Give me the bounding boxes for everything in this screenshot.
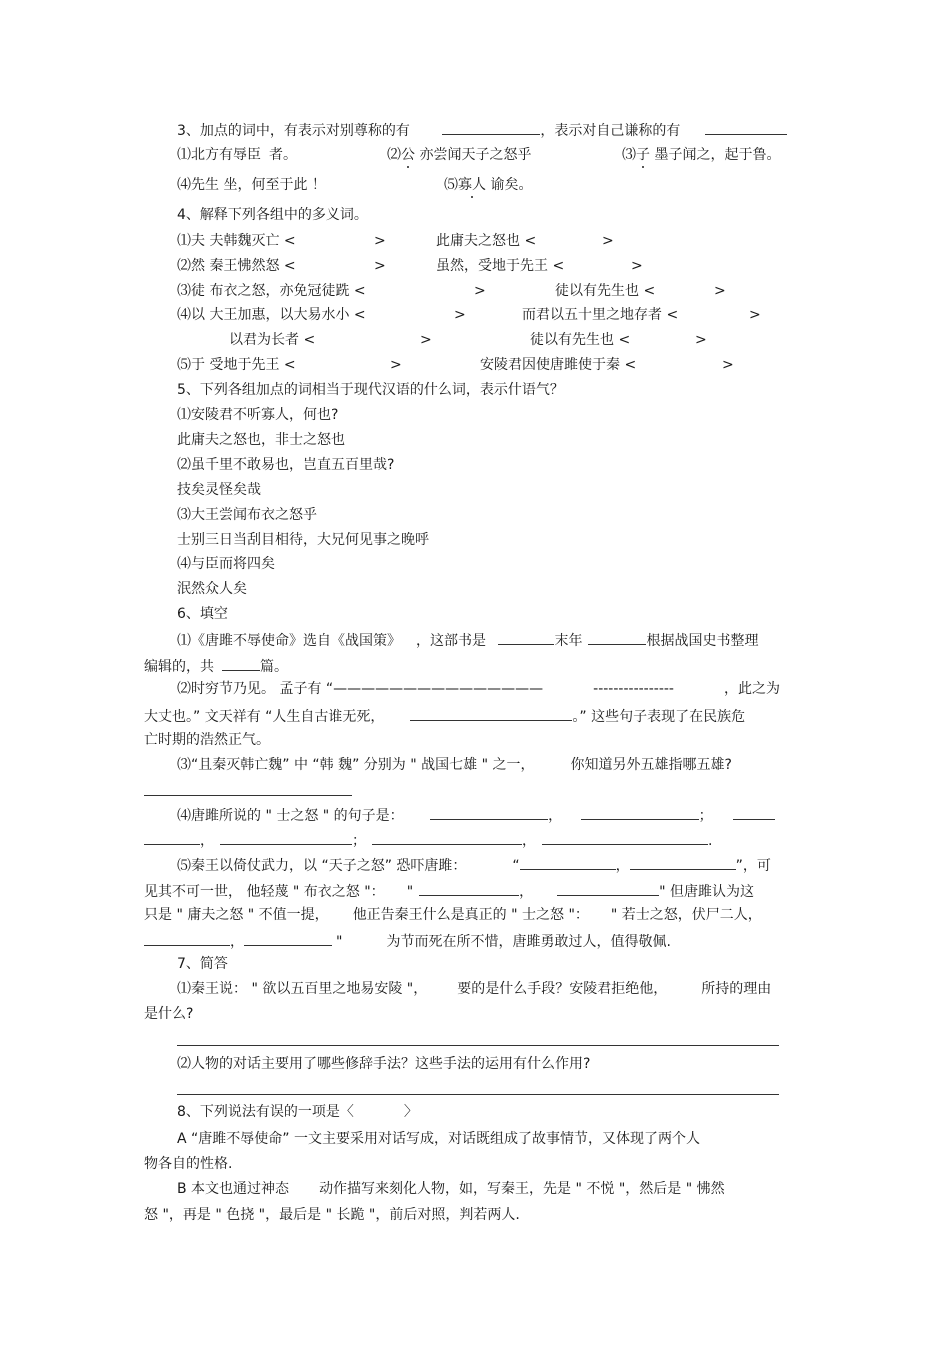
q8-option-a-line1: A “唐雎不辱使命” 一文主要采用对话写成，对话既组成了故事情节，又体现了两个人 bbox=[177, 1131, 700, 1147]
q4-row-2a: ⑵然 秦王怫然怒 < bbox=[177, 258, 296, 274]
q4-row-6b: 安陵君因使唐雎使于秦 < bbox=[480, 357, 637, 373]
q4-gt: > bbox=[454, 307, 466, 323]
q3-option-2: ⑵公 亦尝闻天子之怒乎 bbox=[387, 147, 532, 163]
q6-blank-anger-3b[interactable] bbox=[144, 830, 200, 845]
q7-answer-line-1[interactable] bbox=[177, 1045, 779, 1046]
q6-blank-anger-2[interactable] bbox=[581, 805, 699, 820]
q4-gt: > bbox=[374, 258, 386, 274]
q4-gt: > bbox=[374, 233, 386, 249]
q4-row-3b: 徒以有先生也 < bbox=[555, 283, 656, 299]
q5-line: 此庸夫之怒也，非士之怒也 bbox=[177, 432, 345, 448]
q6-blank-era[interactable] bbox=[498, 630, 554, 645]
q7-p2: ⑵人物的对话主要用了哪些修辞手法？这些手法的运用有什么作用? bbox=[177, 1056, 591, 1072]
q6-p5-line3: 只是 " 庸夫之怒 " 不值一提， 他正告秦王什么是真正的 " 士之怒 "： " 若士之怒，伏尸二人， bbox=[144, 907, 762, 923]
q4-gt: > bbox=[420, 332, 432, 348]
q6-blank-commoner-2[interactable] bbox=[557, 881, 659, 896]
q4-row-6a: ⑸于 受地于先王 < bbox=[177, 357, 296, 373]
q6-blank-anger-3a[interactable] bbox=[733, 805, 775, 820]
q3-option-5: ⑸寡人 谕矣。 bbox=[444, 177, 533, 193]
q3-option-3: ⑶子 墨子闻之，起于鲁。 bbox=[622, 147, 781, 163]
q6-blank-compiler[interactable] bbox=[588, 630, 646, 645]
q6-p1-line1: ⑴《唐雎不辱使命》选自《战国策》 ，这部书是 末年 根据战国史书整理 bbox=[177, 630, 758, 650]
q4-row-5b: 徒以有先生也 < bbox=[530, 332, 631, 348]
q5-line: ⑶大王尝闻布衣之怒乎 bbox=[177, 507, 317, 523]
q6-answer-line[interactable] bbox=[144, 795, 352, 796]
q6-p4-line1: ⑷唐雎所说的 " 士之怒 " 的句子是： ， ； bbox=[177, 805, 775, 825]
q4-gt: > bbox=[390, 357, 402, 373]
q4-heading: 4、解释下列各组中的多义词。 bbox=[177, 207, 368, 223]
q3-blank-humble[interactable] bbox=[705, 120, 787, 135]
q6-blank-anger-4[interactable] bbox=[220, 830, 352, 845]
q4-gt: > bbox=[749, 307, 761, 323]
q6-p1-line2: 编辑的，共 篇。 bbox=[144, 656, 288, 676]
q6-p2-line2: 大丈也。” 文天祥有 “人生自古谁无死， 。” 这些句子表现了在民族危 bbox=[144, 706, 745, 726]
q6-blank-commoner-1[interactable] bbox=[419, 881, 519, 896]
q5-line: 泯然众人矣 bbox=[177, 581, 247, 597]
q4-gt: > bbox=[602, 233, 614, 249]
q5-line: 士别三日当刮目相待，大兄何见事之晚呼 bbox=[177, 532, 429, 548]
q6-blank-poem[interactable] bbox=[410, 706, 572, 721]
q6-blank-count[interactable] bbox=[222, 656, 260, 671]
q7-heading: 7、简答 bbox=[177, 956, 228, 972]
q4-row-4b: 而君以五十里之地存者 < bbox=[522, 307, 679, 323]
q4-gt: > bbox=[695, 332, 707, 348]
q6-blank-scholar-2[interactable] bbox=[244, 931, 332, 946]
q4-row-3a: ⑶徒 布衣之怒，亦免冠徒跣 < bbox=[177, 283, 366, 299]
q6-blank-anger-1[interactable] bbox=[430, 805, 548, 820]
q4-row-4a: ⑷以 大王加惠，以大易水小 < bbox=[177, 307, 366, 323]
q4-gt: > bbox=[722, 357, 734, 373]
q3-blank-honorific[interactable] bbox=[442, 120, 540, 135]
q6-blank-anger-6[interactable] bbox=[542, 830, 708, 845]
q3-option-1: ⑴北方有辱臣 者。 bbox=[177, 147, 297, 163]
q6-p4-line2: ， ； ， . bbox=[144, 830, 712, 850]
q4-gt: > bbox=[474, 283, 486, 299]
q8-option-b-line1: B 本文也通过神态 动作描写来刻化人物，如，写秦王，先是 " 不悦 "，然后是 " 怫然 bbox=[177, 1181, 725, 1197]
q6-p5-line4: ， " 为节而死在所不惜，唐雎勇敢过人，值得敬佩. bbox=[144, 931, 671, 951]
q7-p1-line2: 是什么? bbox=[144, 1006, 194, 1022]
q4-row-2b: 虽然，受地于先王 < bbox=[436, 258, 565, 274]
q6-heading: 6、填空 bbox=[177, 606, 228, 622]
q5-line: ⑵虽千里不敢易也，岂直五百里哉? bbox=[177, 457, 395, 473]
q6-blank-king-2[interactable] bbox=[630, 855, 736, 870]
q6-p3: ⑶“且秦灭韩亡魏” 中 “韩 魏” 分别为 " 战国七雄 " 之一， 你知道另外五雄指哪五雄? bbox=[177, 757, 732, 773]
q6-blank-king-1[interactable] bbox=[520, 855, 616, 870]
q3-option-4: ⑷先生 坐，何至于此 ！ bbox=[177, 177, 326, 193]
q8-option-b-line2: 怒 "，再是 " 色挠 "，最后是 " 长跪 "，前后对照，判若两人. bbox=[144, 1207, 520, 1223]
q8-heading: 8、下列说法有误的一项是〈 〉 bbox=[177, 1104, 418, 1120]
q4-row-1b: 此庸夫之怒也 < bbox=[436, 233, 537, 249]
q6-p5-line2: 见其不可一世， 他轻蔑 " 布衣之怒 "： " ， " 但唐雎认为这 bbox=[144, 881, 754, 901]
q8-option-a-line2: 物各自的性格. bbox=[144, 1156, 233, 1172]
q5-line: ⑴安陵君不听寡人，何也? bbox=[177, 407, 339, 423]
q6-blank-anger-5[interactable] bbox=[372, 830, 522, 845]
q7-answer-line-2[interactable] bbox=[177, 1094, 779, 1095]
q5-line: 技矣灵怪矣哉 bbox=[177, 482, 261, 498]
q6-p2-line1: ⑵时穷节乃见。 孟子有 “——————————————— ---------------- ，此之为 bbox=[177, 681, 780, 697]
q6-blank-scholar-1[interactable] bbox=[144, 931, 230, 946]
q7-p1-line1: ⑴秦王说： " 欲以五百里之地易安陵 "， 要的是什么手段？安陵君拒绝他， 所持的理由 bbox=[177, 981, 772, 997]
q3-heading: 3、加点的词中，有表示对别尊称的有 ，表示对自己谦称的有 bbox=[177, 120, 787, 140]
q4-row-5a: 以君为长者 < bbox=[229, 332, 316, 348]
q5-heading: 5、下列各组加点的词相当于现代汉语的什么词，表示什语气？ bbox=[177, 382, 564, 398]
q4-row-1a: ⑴夫 夫韩魏灭亡 < bbox=[177, 233, 296, 249]
q6-p2-line3: 亡时期的浩然正气。 bbox=[144, 732, 270, 748]
q5-line: ⑷与臣而将四矣 bbox=[177, 556, 275, 572]
q6-p5-line1: ⑸秦王以倚仗武力，以 “天子之怒” 恐吓唐雎： “ ， ”，可 bbox=[177, 855, 771, 875]
q4-gt: > bbox=[714, 283, 726, 299]
q4-gt: > bbox=[631, 258, 643, 274]
